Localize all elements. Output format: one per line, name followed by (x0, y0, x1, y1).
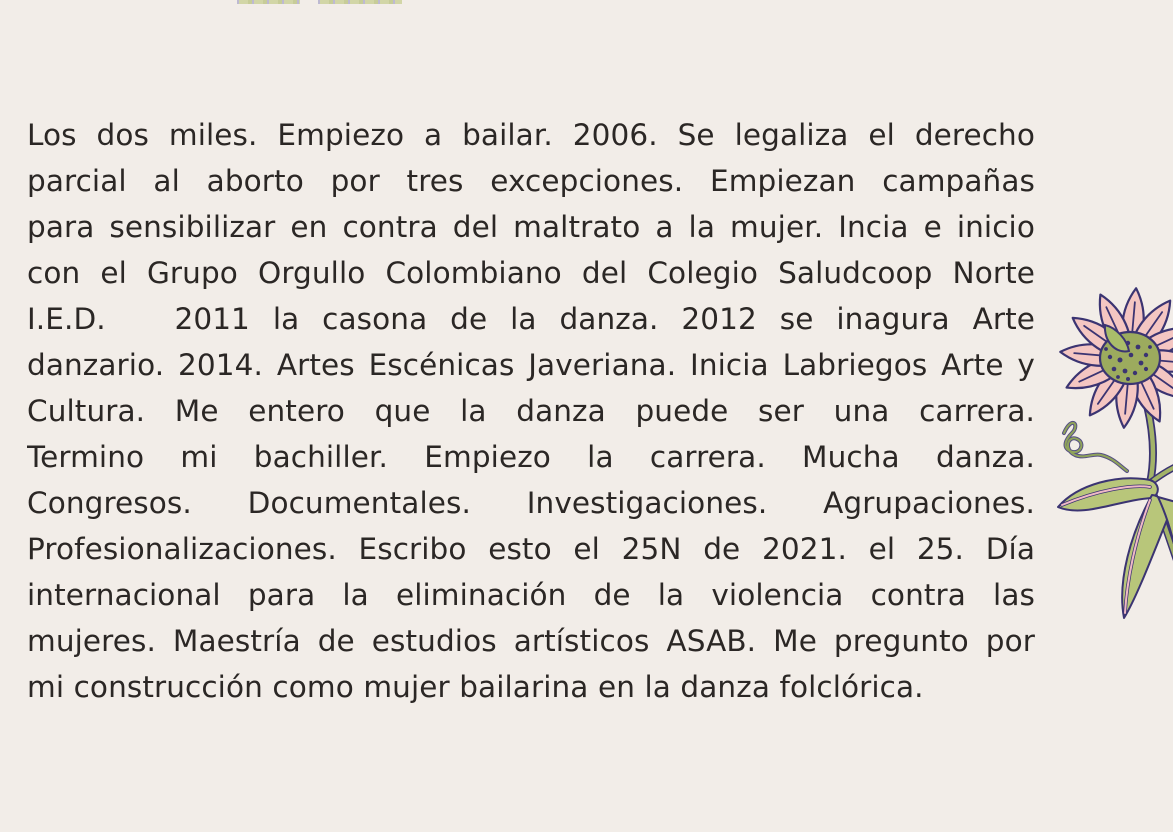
leaf-right-clipped (1158, 497, 1173, 585)
paragraph-line: internacional para la eliminación de la violencia contra las (27, 578, 1035, 612)
paragraph-line: I.E.D. 2011 la casona de la danza. 2012 se inagura Arte (27, 302, 1035, 336)
paragraph-line: Congresos. Documentales. Investigaciones. Agrupaciones. (27, 486, 1035, 520)
leaf-left (1058, 478, 1158, 510)
passionflower-icon (1038, 285, 1173, 620)
paragraph-line: para sensibilizar en contra del maltrato a la mujer. Incia e inicio (27, 210, 1035, 244)
leaf-down (1122, 495, 1169, 618)
paragraph-line: Profesionalizaciones. Escribo esto el 25N de 2021. el 25. Día (27, 532, 1035, 566)
paragraph-line: Los dos miles. Empiezo a bailar. 2006. Se legaliza el derecho (27, 118, 1035, 152)
body-text (27, 112, 1035, 710)
leaf-fragment-icon (237, 0, 300, 4)
paragraph-line: con el Grupo Orgullo Colombiano del Colegio Saludcoop Norte (27, 256, 1035, 290)
stems (1139, 377, 1173, 559)
leaves (1058, 478, 1173, 618)
paragraph-line: Termino mi bachiller. Empiezo la carrera. Mucha danza. (27, 440, 1035, 474)
paragraph-line: Cultura. Me entero que la danza puede ser una carrera. (27, 394, 1035, 428)
tendril-curls (1064, 423, 1127, 471)
paragraph-line: mi construcción como mujer bailarina en la danza folclórica. (27, 670, 924, 704)
paragraph-line: mujeres. Maestría de estudios artísticos ASAB. Me pregunto por (27, 624, 1035, 658)
leaf-fragment-icon (318, 0, 402, 4)
flower-bud (1105, 325, 1129, 351)
paragraph-line: danzario. 2014. Artes Escénicas Javeriana. Inicia Labriegos Arte y (27, 348, 1035, 382)
flower-petals (1059, 287, 1173, 428)
leaf-midribs (1062, 486, 1150, 613)
flower-center (1100, 332, 1160, 384)
flower-illustration (1038, 285, 1173, 620)
petal-veins (1074, 302, 1173, 414)
paragraph-line: parcial al aborto por tres excepciones. Empiezan campañas (27, 164, 1035, 198)
flower-center-dots (1104, 341, 1152, 381)
